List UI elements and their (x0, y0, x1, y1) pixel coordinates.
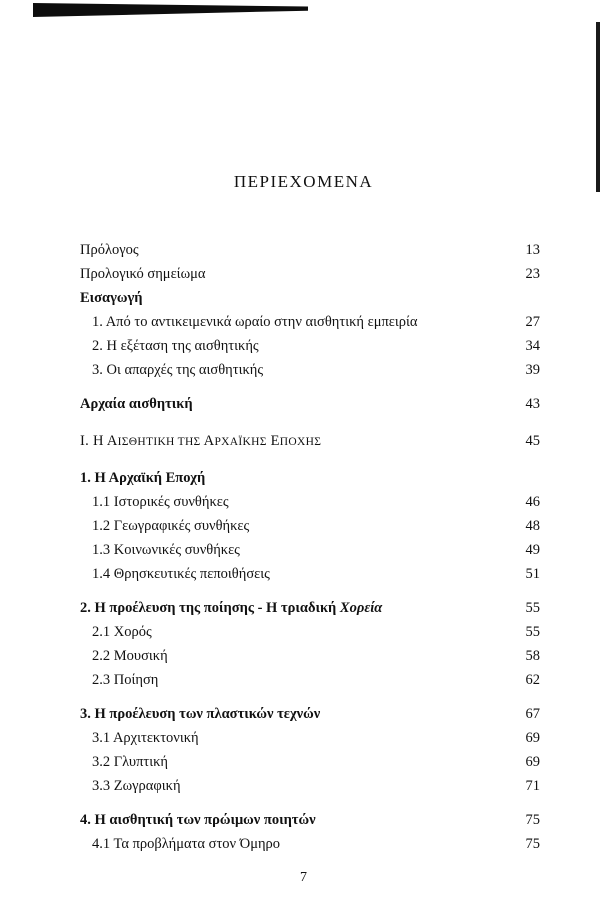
toc-entry-page: 45 (525, 433, 540, 449)
toc-entry-title: Αρχαία αισθητική (80, 396, 193, 412)
toc-entry-title: Εισαγωγή (80, 290, 143, 306)
toc-entry-title: 3.1 Αρχιτεκτονική (92, 730, 199, 746)
toc-entry-page: 55 (525, 600, 540, 616)
toc-chapter-2 (80, 596, 540, 620)
toc-entry-3-1 (80, 726, 540, 750)
toc-entry-2-2 (80, 644, 540, 668)
toc-entry-page: 34 (525, 338, 540, 354)
toc-entry-page: 67 (525, 706, 540, 722)
toc-entry-page: 39 (525, 362, 540, 378)
toc-section-introduction (80, 286, 540, 310)
toc-entry-page: 48 (525, 518, 540, 534)
toc-entry-1-4 (80, 562, 540, 586)
toc-entry-page: 62 (525, 672, 540, 688)
toc-entry-title: 1.1 Ιστορικές συνθήκες (92, 494, 229, 510)
toc-entry-title: Προλογικό σημείωμα (80, 266, 206, 282)
toc-entry-title: Πρόλογος (80, 242, 139, 258)
toc-entry-page: 49 (525, 542, 540, 558)
toc-entry-3-3 (80, 774, 540, 798)
toc-entry-intro-1 (80, 310, 540, 334)
toc-entry-title: Ι. Η ΑΙΣΘΗΤΙΚΗ ΤΗΣ ΑΡΧΑΪΚΗΣ ΕΠΟΧΗΣ (80, 433, 322, 449)
toc-entry-1-3 (80, 538, 540, 562)
toc-entry-page: 55 (525, 624, 540, 640)
toc-entry-page: 27 (525, 314, 540, 330)
toc-entry-title: 1. Η Αρχαϊκή Εποχή (80, 470, 206, 486)
toc-section-ancient-aesthetics (80, 392, 540, 416)
toc-entry-title: 2.2 Μουσική (92, 648, 168, 664)
toc-part-archaic-aesthetics (80, 429, 540, 453)
toc-entry-page: 69 (525, 730, 540, 746)
table-of-contents (80, 238, 540, 856)
toc-entry-title: 1.2 Γεωγραφικές συνθήκες (92, 518, 250, 534)
toc-entry-page: 58 (525, 648, 540, 664)
page-title: ΠΕΡΙΕΧΟΜΕΝΑ (233, 172, 374, 191)
toc-entry-title: 2.3 Ποίηση (92, 672, 159, 688)
toc-entry-page: 71 (525, 778, 540, 794)
toc-entry-title: 1.3 Κοινωνικές συνθήκες (92, 542, 240, 558)
scan-edge-shadow-right (596, 22, 600, 192)
toc-entry-page: 75 (525, 812, 540, 828)
toc-entry-prologue-note (80, 262, 540, 286)
toc-entry-title: 2. Η εξέταση της αισθητικής (92, 338, 259, 354)
toc-entry-3-2 (80, 750, 540, 774)
toc-entry-title: 4. Η αισθητική των πρώιμων ποιητών (80, 812, 316, 828)
toc-entry-title: 2.1 Χορός (92, 624, 152, 640)
toc-entry-title: 4.1 Τα προβλήματα στον Όμηρο (92, 836, 281, 852)
toc-entry-2-1 (80, 620, 540, 644)
toc-entry-prologue (80, 238, 540, 262)
page-number: 7 (300, 870, 307, 885)
toc-entry-title: 2. Η προέλευση της ποίησης - Η τριαδική Χορεία (80, 600, 383, 616)
toc-entry-1-2 (80, 514, 540, 538)
toc-entry-title: 3.2 Γλυπτική (92, 754, 169, 770)
toc-entry-intro-2 (80, 334, 540, 358)
toc-entry-intro-3 (80, 358, 540, 382)
toc-chapter-4 (80, 808, 540, 832)
toc-entry-title: 1. Από το αντικειμενικά ωραίο στην αισθητική εμπειρία (92, 314, 418, 330)
scan-edge-shadow-top (33, 3, 308, 17)
toc-entry-page: 69 (525, 754, 540, 770)
toc-entry-page: 51 (525, 566, 540, 582)
toc-entry-1-1 (80, 490, 540, 514)
toc-entry-page: 75 (525, 836, 540, 852)
toc-entry-4-1 (80, 832, 540, 856)
toc-entry-title: 3. Οι απαρχές της αισθητικής (92, 362, 264, 378)
toc-entry-page: 23 (525, 266, 540, 282)
toc-entry-2-3 (80, 668, 540, 692)
toc-entry-page: 43 (525, 396, 540, 412)
toc-entry-title: 3.3 Ζωγραφική (92, 778, 181, 794)
toc-entry-page: 46 (525, 494, 540, 510)
toc-entry-title: 1.4 Θρησκευτικές πεποιθήσεις (92, 566, 270, 582)
toc-entry-title: 3. Η προέλευση των πλαστικών τεχνών (80, 706, 321, 722)
toc-chapter-3 (80, 702, 540, 726)
toc-chapter-1 (80, 466, 540, 490)
toc-entry-page: 13 (525, 242, 540, 258)
